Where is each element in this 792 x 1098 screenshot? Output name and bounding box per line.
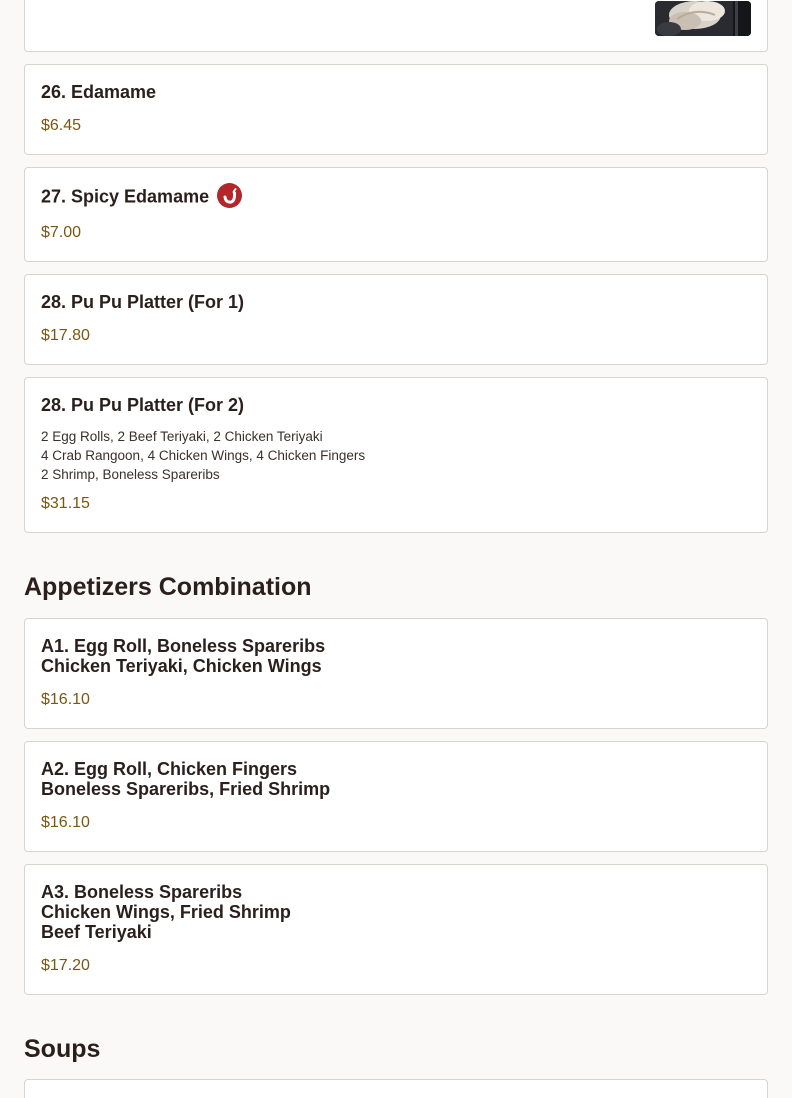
menu-item-card[interactable] bbox=[24, 377, 768, 533]
menu-item-title-line: Beef Teriyaki bbox=[41, 922, 152, 942]
menu-item-title-line: A3. Boneless Spareribs bbox=[41, 882, 243, 902]
menu-item-title bbox=[41, 82, 156, 102]
spicy-chili-icon bbox=[217, 183, 242, 208]
menu-item-description bbox=[41, 427, 365, 484]
menu-item-price: $16.10 bbox=[41, 691, 90, 708]
menu-item-card[interactable] bbox=[24, 1079, 768, 1098]
menu-item-price: $7.00 bbox=[41, 224, 82, 241]
menu-item-price: $17.80 bbox=[41, 327, 90, 344]
menu-item-price: $16.10 bbox=[41, 814, 90, 831]
menu-item-title-line: 27. Spicy Edamame bbox=[41, 186, 210, 207]
menu-item-card[interactable] bbox=[24, 64, 768, 155]
menu-item-title-line: A2. Egg Roll, Chicken Fingers bbox=[41, 759, 298, 779]
menu-item-title-line: 26. Edamame bbox=[41, 82, 157, 102]
menu-item-title-line: 28. Pu Pu Platter (For 2) bbox=[41, 395, 245, 415]
menu-item-title-line: Chicken Teriyaki, Chicken Wings bbox=[41, 656, 322, 676]
menu-item-title bbox=[41, 185, 242, 210]
section-heading-soups: Soups bbox=[24, 1035, 101, 1063]
menu-item-card[interactable] bbox=[24, 618, 768, 729]
menu-item-title-line: A1. Egg Roll, Boneless Spareribs bbox=[41, 636, 326, 656]
food-photo-thumbnail[interactable] bbox=[655, 1, 751, 36]
menu-item-price: $6.45 bbox=[41, 117, 82, 134]
menu-item-description-line: 2 Shrimp, Boneless Spareribs bbox=[41, 467, 220, 482]
menu-item-card[interactable] bbox=[24, 864, 768, 995]
section-heading-appetizers-combination: Appetizers Combination bbox=[24, 573, 312, 601]
menu-item-card[interactable] bbox=[24, 0, 768, 52]
menu-item-title bbox=[41, 292, 244, 312]
menu-item-title bbox=[41, 759, 330, 799]
menu-item-card[interactable] bbox=[24, 167, 768, 262]
menu-item-title bbox=[41, 395, 244, 415]
menu-item-card[interactable] bbox=[24, 274, 768, 365]
menu-item-title-line: Boneless Spareribs, Fried Shrimp bbox=[41, 779, 331, 799]
menu-item-title-line: 28. Pu Pu Platter (For 1) bbox=[41, 292, 245, 312]
menu-item-price: $17.20 bbox=[41, 957, 90, 974]
menu-item-description-line: 4 Crab Rangoon, 4 Chicken Wings, 4 Chicken Fingers bbox=[41, 448, 366, 463]
menu-item-price: $31.15 bbox=[41, 495, 90, 512]
menu-item-title bbox=[41, 636, 325, 676]
menu-item-title bbox=[41, 882, 291, 942]
food-photo-image bbox=[655, 1, 751, 36]
menu-item-card[interactable] bbox=[24, 741, 768, 852]
menu-item-description-line: 2 Egg Rolls, 2 Beef Teriyaki, 2 Chicken Teriyaki bbox=[41, 429, 323, 444]
menu-item-title-line: Chicken Wings, Fried Shrimp bbox=[41, 902, 291, 922]
